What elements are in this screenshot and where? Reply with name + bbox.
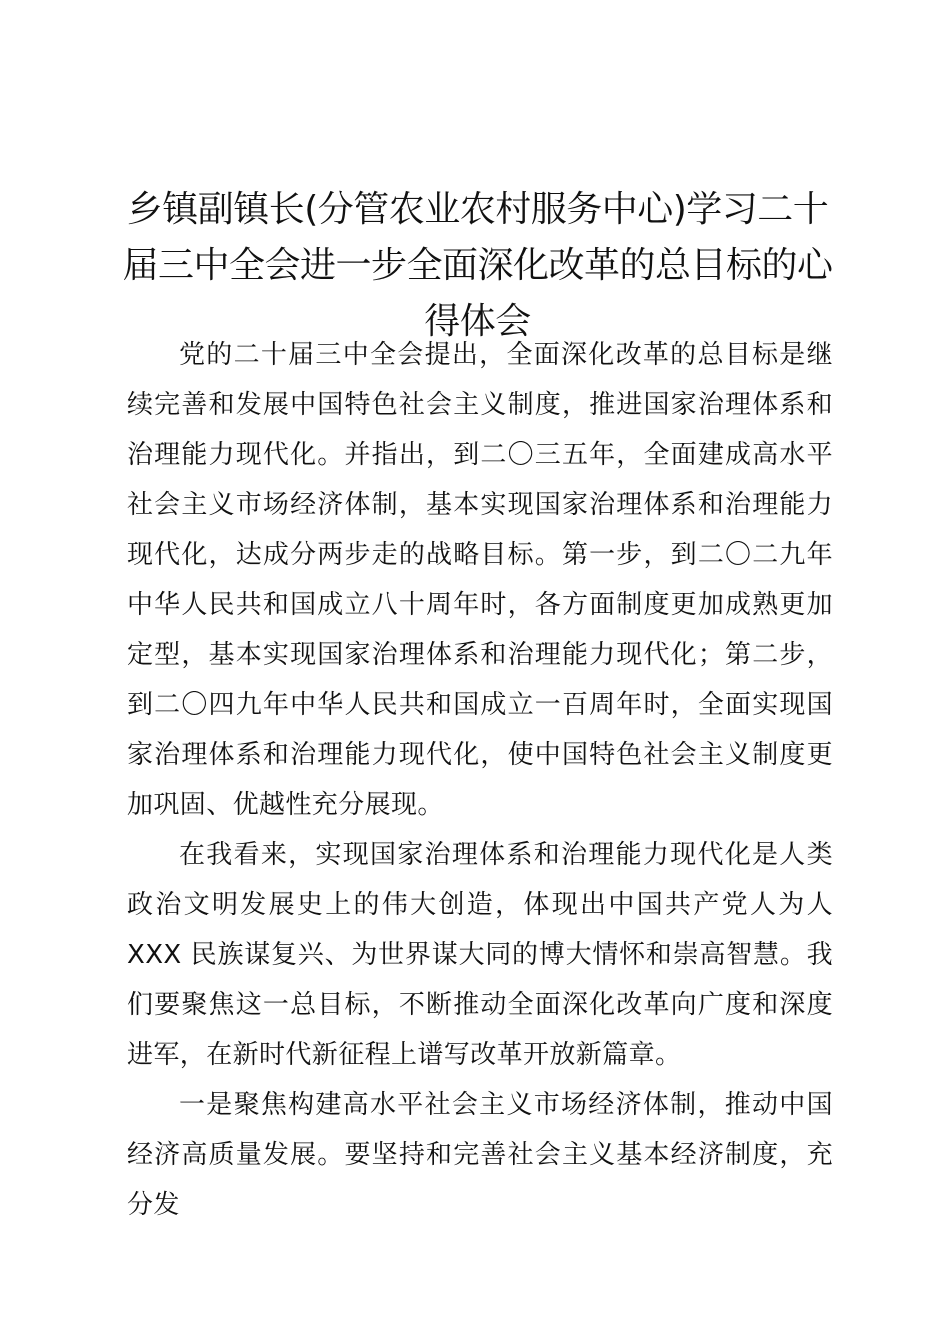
document-title: 乡镇副镇长(分管农业农村服务中心)学习二十届三中全会进一步全面深化改革的总目标的心得体会	[122, 189, 833, 342]
paragraph-3: 一是聚焦构建高水平社会主义市场经济体制，推动中国经济高质量发展。要坚持和完善社会主义基本经济制度，充分发	[127, 1090, 833, 1220]
paragraph-1: 党的二十届三中全会提出，全面深化改革的总目标是继续完善和发展中国特色社会主义制度，推进国家治理体系和治理能力现代化。并指出，到二〇三五年，全面建成高水平社会主义市场经济体制，基本实现国家治理体系和治理能力现代化，达成分两步走的战略目标。第一步，到二〇二九年中华人民共和国成立八十周年时，各方面制度更加成熟更加定型，基本实现国家治理体系和治理能力现代化；第二步，到二〇四九年中华人民共和国成立一百周年时，全面实现国家治理体系和治理能力现代化，使中国特色社会主义制度更加巩固、优越性充分展现。	[127, 340, 833, 820]
document-body	[127, 330, 833, 1230]
paragraph-2: 在我看来，实现国家治理体系和治理能力现代化是人类政治文明发展史上的伟大创造，体现出中国共产党人为人 XXX 民族谋复兴、为世界谋大同的博大情怀和崇高智慧。我们要聚焦这一总目标，不断推动全面深化改革向广度和深度进军，在新时代新征程上谱写改革开放新篇章。	[127, 840, 833, 1070]
